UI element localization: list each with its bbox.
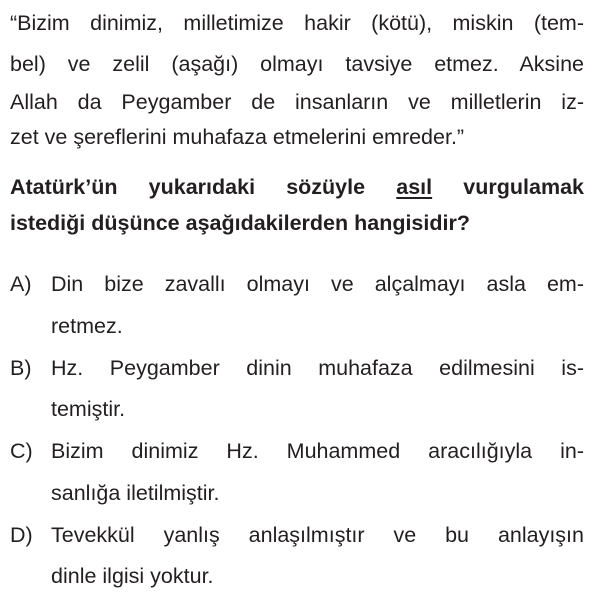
- quote-line-4: zet ve şereflerini muhafaza etmelerini emreder.”: [10, 125, 465, 149]
- option-letter: A): [10, 272, 32, 296]
- option-letter: C): [10, 439, 33, 463]
- option-text-line-1: Bizim dinimiz Hz. Muhammed aracılığıyla in-: [51, 439, 584, 463]
- option-text-line-2: temiştir.: [51, 397, 126, 421]
- option-text-line-1: Hz. Peygamber dinin muhafaza edilmesini is-: [51, 356, 584, 380]
- question-text-after: vurgulamak: [432, 175, 584, 199]
- quote-line-3: Allah da Peygamber de insanların ve milletlerin iz-: [10, 90, 584, 114]
- question-text-before: Atatürk’ün yukarıdaki sözüyle: [10, 175, 397, 199]
- option-letter: D): [10, 523, 33, 547]
- question-line-1: [10, 174, 584, 200]
- question-line-2: istediği düşünce aşağıdakilerden hangisidir?: [10, 211, 470, 235]
- option-letter: B): [10, 356, 32, 380]
- question-underlined-word: asıl: [396, 175, 433, 199]
- option-text-line-2: dinle ilgisi yoktur.: [51, 564, 214, 588]
- option-text-line-2: sanlığa iletilmiştir.: [51, 481, 220, 505]
- option-text-line-1: Tevekkül yanlış anlaşılmıştır ve bu anlayışın: [51, 523, 584, 547]
- quote-line-1: “Bizim dinimiz, milletimize hakir (kötü), miskin (tem-: [10, 11, 584, 35]
- option-text-line-1: Din bize zavallı olmayı ve alçalmayı asla em-: [51, 272, 584, 296]
- option-text-line-2: retmez.: [51, 314, 123, 338]
- quote-line-2: bel) ve zelil (aşağı) olmayı tavsiye etmez. Aksine: [10, 52, 584, 76]
